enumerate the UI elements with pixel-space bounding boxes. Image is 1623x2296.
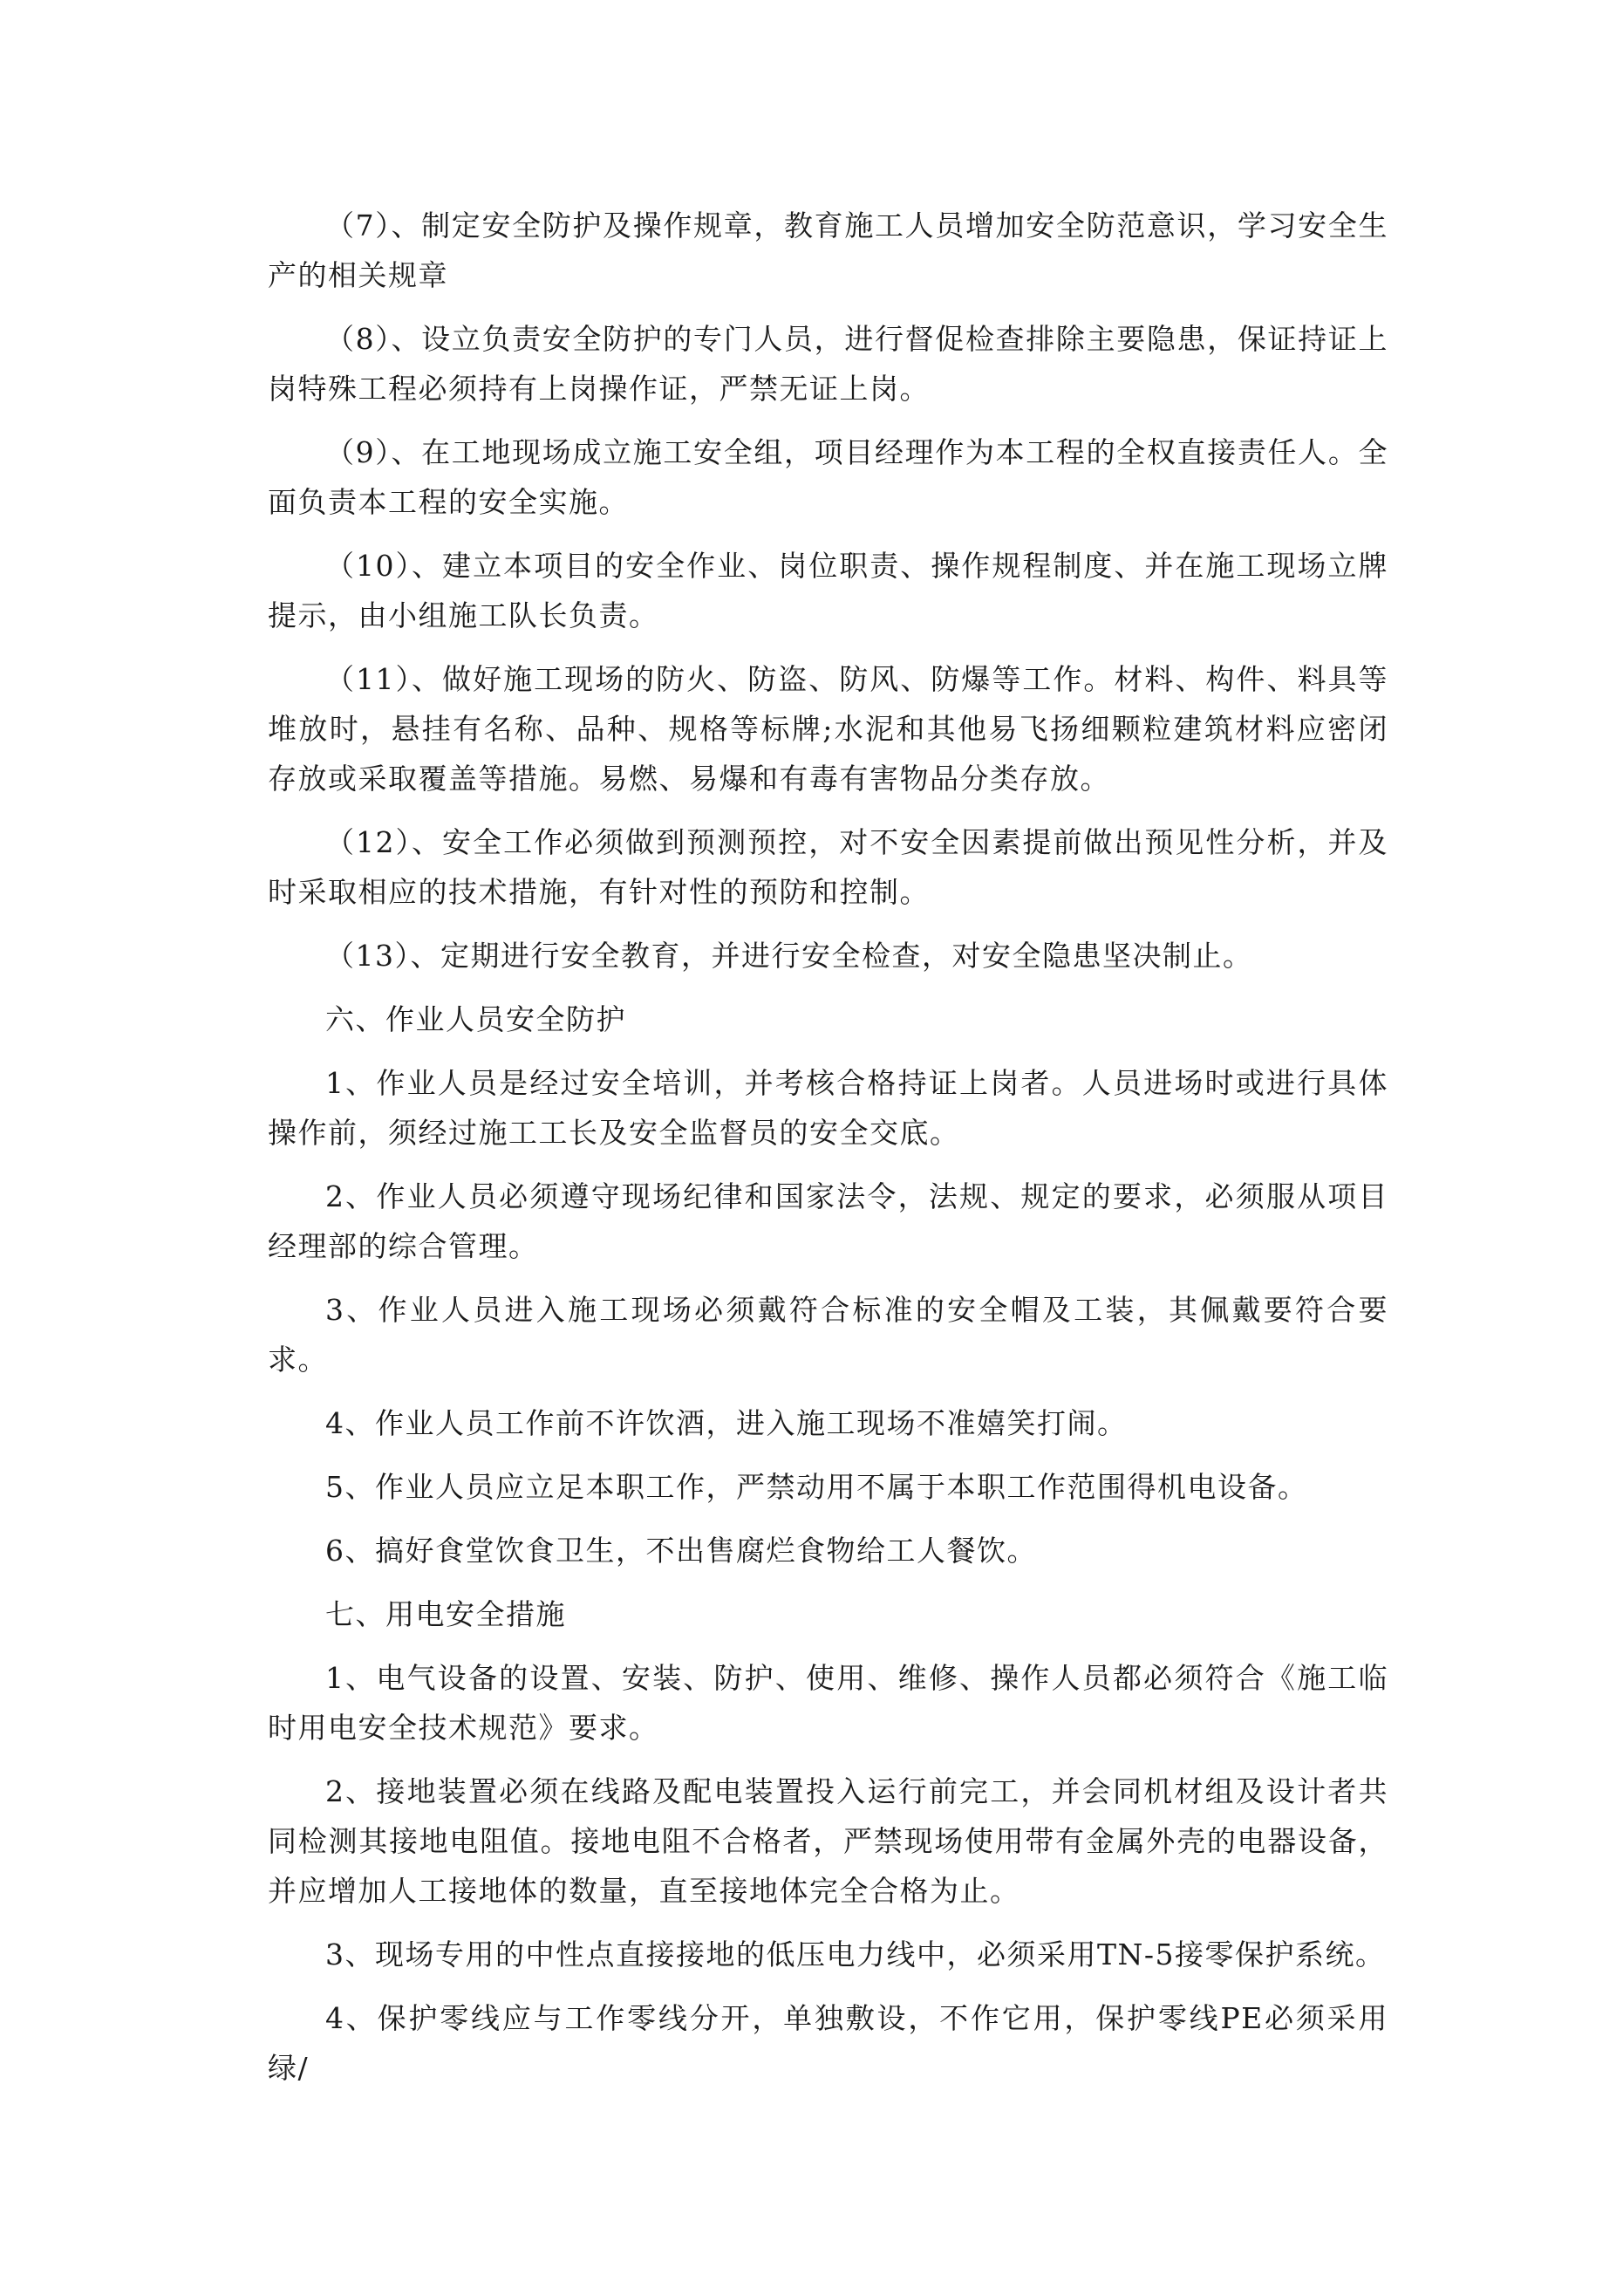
worker-safety-item-5: 5、作业人员应立足本职工作，严禁动用不属于本职工作范围得机电设备。 <box>325 1470 1308 1504</box>
worker-safety-item-6: 6、搞好食堂饮食卫生，不出售腐烂食物给工人餐饮。 <box>325 1534 1037 1568</box>
section-heading-worker-safety: 六、作业人员安全防护 <box>325 1002 626 1036</box>
electrical-safety-item-4: 4、保护零线应与工作零线分开，单独敷设，不作它用，保护零线PE必须采用绿/ <box>268 2001 1388 2085</box>
worker-safety-item-2: 2、作业人员必须遵守现场纪律和国家法令，法规、规定的要求，必须服从项目经理部的综合管理。 <box>268 1179 1388 1263</box>
worker-safety-item-1: 1、作业人员是经过安全培训，并考核合格持证上岗者。人员进场时或进行具体操作前，须经过施工工长及安全监督员的安全交底。 <box>268 1066 1388 1150</box>
paragraph-item-11: （11）、做好施工现场的防火、防盗、防风、防爆等工作。材料、构件、料具等堆放时，悬挂有名称、品种、规格等标牌;水泥和其他易飞扬细颗粒建筑材料应密闭存放或采取覆盖等措施。易燃、易爆和有毒有害物品分类存放。 <box>268 662 1388 796</box>
electrical-safety-item-1: 1、电气设备的设置、安装、防护、使用、维修、操作人员都必须符合《施工临时用电安全技术规范》要求。 <box>268 1661 1388 1745</box>
document-body <box>268 201 1388 2107</box>
section-heading-electrical-safety: 七、用电安全措施 <box>325 1597 566 1631</box>
paragraph-item-10: （10）、建立本项目的安全作业、岗位职责、操作规程制度、并在施工现场立牌提示，由小组施工队长负责。 <box>268 549 1388 632</box>
paragraph-item-8: （8）、设立负责安全防护的专门人员，进行督促检查排除主要隐患，保证持证上岗特殊工程必须持有上岗操作证，严禁无证上岗。 <box>268 322 1388 406</box>
paragraph-item-9: （9）、在工地现场成立施工安全组，项目经理作为本工程的全权直接责任人。全面负责本工程的安全实施。 <box>268 435 1388 519</box>
paragraph-item-7: （7）、制定安全防护及操作规章，教育施工人员增加安全防范意识，学习安全生产的相关规章 <box>268 208 1388 292</box>
electrical-safety-item-2: 2、接地装置必须在线路及配电装置投入运行前完工，并会同机材组及设计者共同检测其接地电阻值。接地电阻不合格者，严禁现场使用带有金属外壳的电器设备，并应增加人工接地体的数量，直至接地体完全合格为止。 <box>268 1774 1388 1908</box>
worker-safety-item-3: 3、作业人员进入施工现场必须戴符合标准的安全帽及工装，其佩戴要符合要求。 <box>268 1293 1388 1377</box>
paragraph-item-13: （13）、定期进行安全教育，并进行安全检查，对安全隐患坚决制止。 <box>325 939 1253 973</box>
paragraph-item-12: （12）、安全工作必须做到预测预控，对不安全因素提前做出预见性分析，并及时采取相应的技术措施，有针对性的预防和控制。 <box>268 825 1388 909</box>
electrical-safety-item-3: 3、现场专用的中性点直接接地的低压电力线中，必须采用TN-5接零保护系统。 <box>325 1937 1386 1971</box>
worker-safety-item-4: 4、作业人员工作前不许饮酒，进入施工现场不准嬉笑打闹。 <box>325 1406 1128 1440</box>
